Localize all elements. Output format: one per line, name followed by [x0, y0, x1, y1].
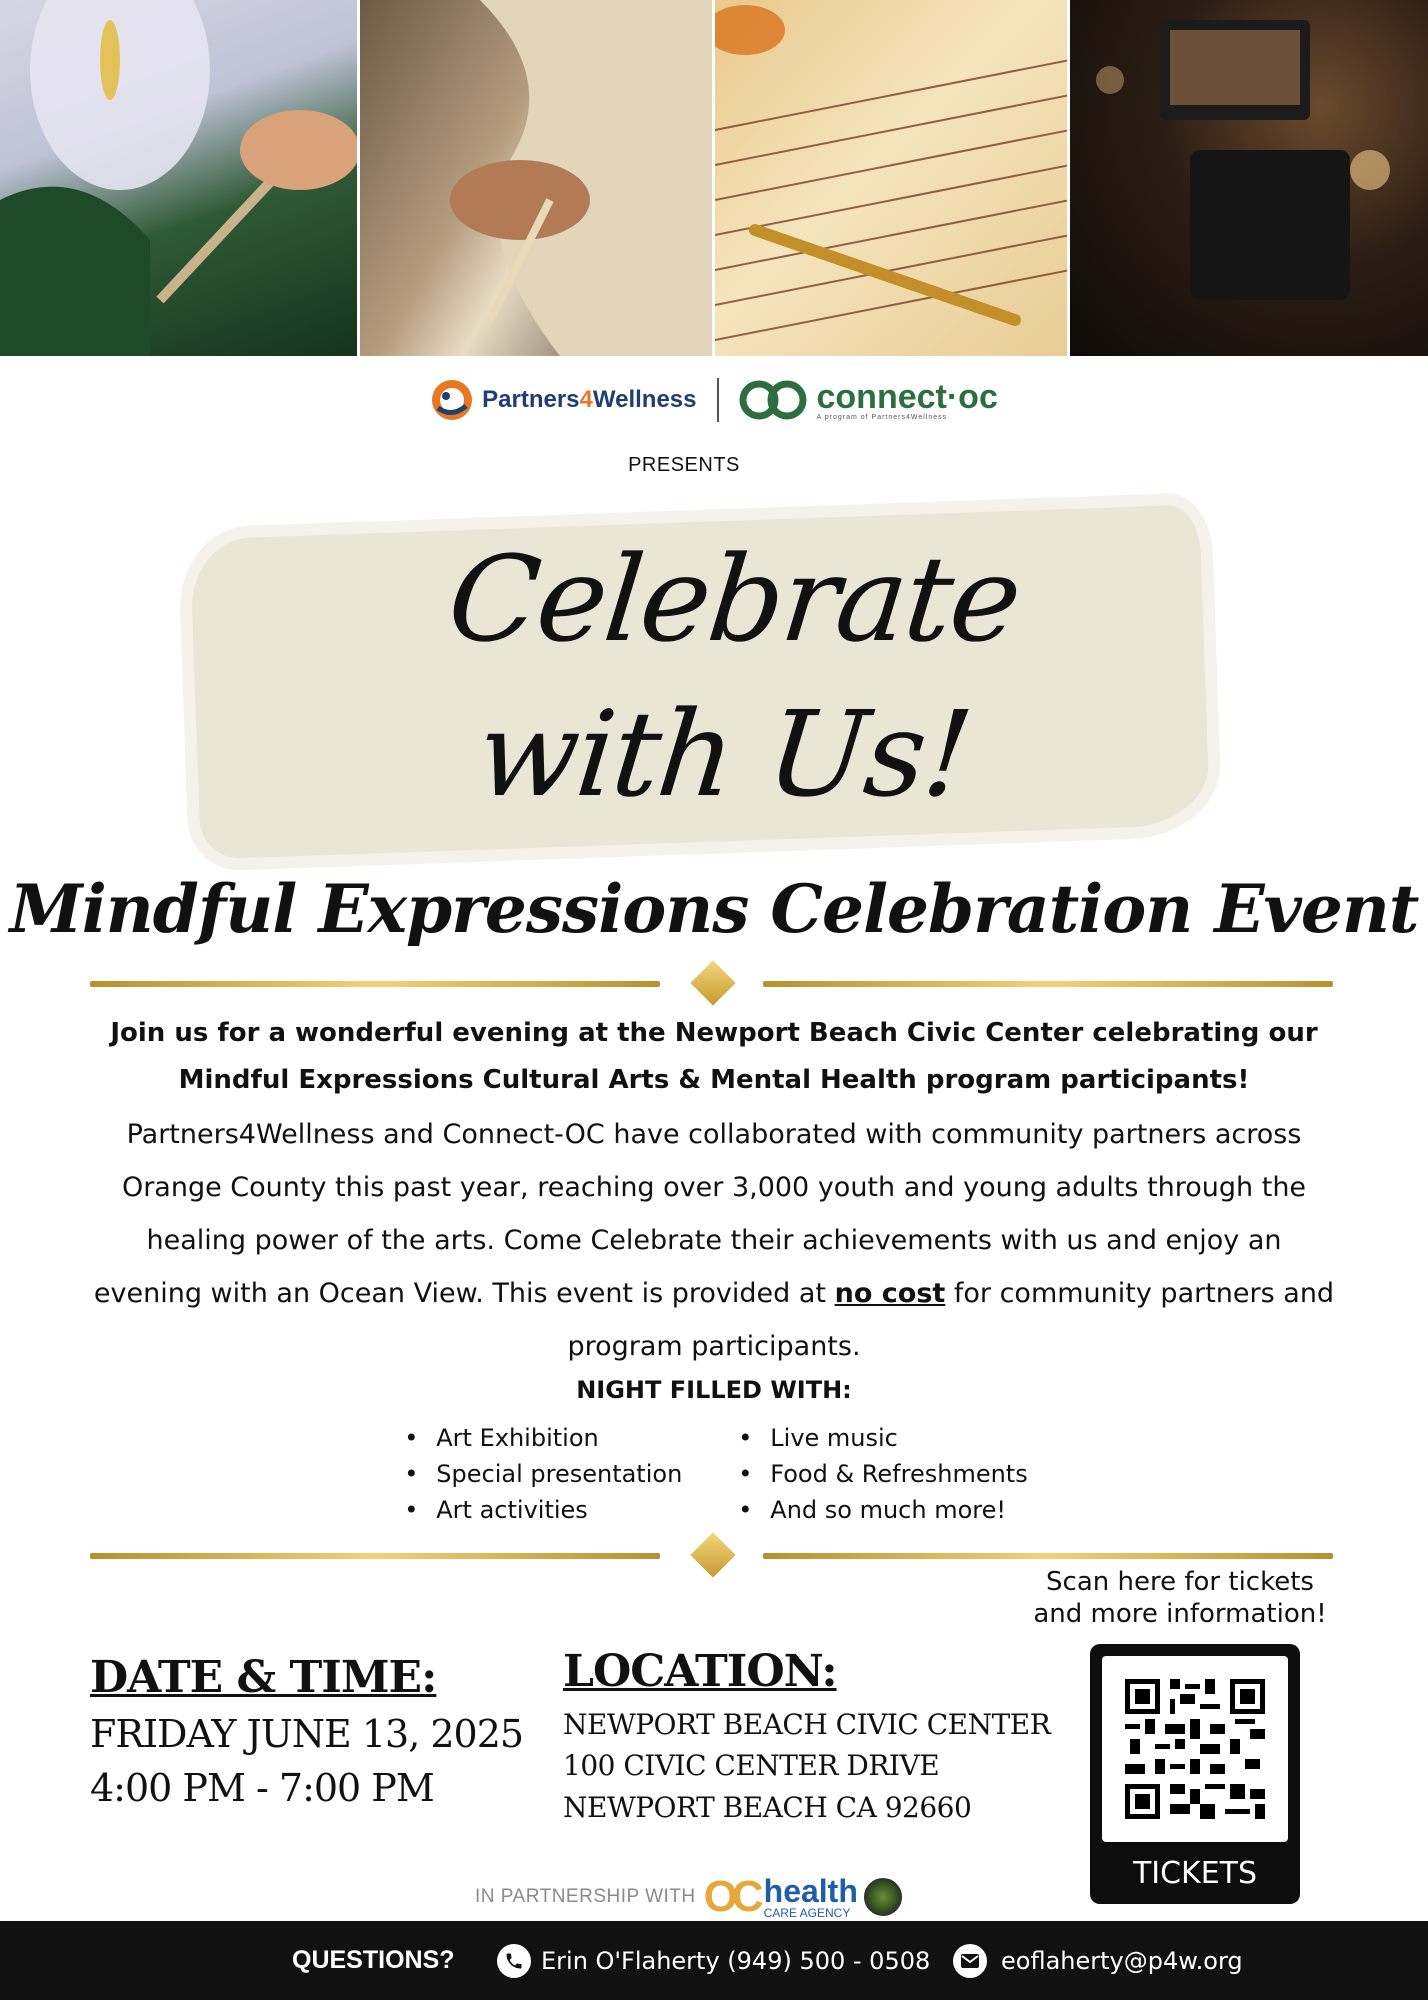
connect-oc-tagline: A program of Partners4Wellness — [816, 413, 948, 421]
activities-list — [0, 1420, 1428, 1528]
qr-code-icon — [1125, 1679, 1265, 1819]
qr-code[interactable] — [1102, 1656, 1288, 1842]
list-item: • Food & Refreshments — [734, 1456, 1027, 1492]
partnership-logos — [475, 1872, 902, 1922]
oc-health-logo-agency: CARE AGENCY — [763, 1906, 851, 1920]
diamond-ornament — [690, 960, 735, 1005]
diamond-ornament — [690, 1532, 735, 1577]
night-filled-label: NIGHT FILLED WITH: — [576, 1376, 852, 1404]
partners4wellness-logo — [430, 378, 696, 422]
headline-line2: with Us! — [471, 685, 977, 823]
p4w-logo-text-b: 4 — [579, 386, 593, 413]
tickets-label[interactable]: TICKETS — [1132, 1856, 1258, 1891]
list-item: • Special presentation — [400, 1456, 682, 1492]
intro-bold-text: Join us for a wonderful evening at the Newport Beach Civic Center celebrating our Mindful Expressions Cultural Arts & Mental Health program participants! — [110, 1018, 1318, 1095]
scan-line2: and more information! — [1033, 1599, 1327, 1629]
event-title: Mindful Expressions Celebration Event — [9, 870, 1419, 948]
activities-left-column — [400, 1420, 682, 1528]
connect-oc-logo-text: connect·oc — [816, 377, 998, 416]
oc-health-logo-oc: OC — [703, 1872, 758, 1921]
event-date: FRIDAY JUNE 13, 2025 — [90, 1712, 524, 1756]
intro-text-part1: Partners4Wellness and Connect-OC have collaborated with community partners across Orange County this past year, reaching over 3,000 youth and young adults through the healing power of the arts. Come Celebrate their achievements with us and enjoy an evening with an Ocean View. This event is provided at — [93, 1119, 1307, 1309]
questions-label: QUESTIONS? — [292, 1946, 455, 1974]
photo-poetry — [712, 0, 1067, 356]
headline-line1: Celebrate — [442, 530, 1026, 668]
location-line2: 100 CIVIC CENTER DRIVE — [563, 1749, 940, 1782]
photo-painting — [0, 0, 357, 356]
phone-text[interactable]: Erin O'Flaherty (949) 500 - 0508 — [541, 1946, 931, 1975]
footer-contact-bar — [0, 1921, 1428, 2000]
date-time-heading: DATE & TIME: — [90, 1652, 437, 1703]
scan-instructions — [1010, 1566, 1350, 1630]
list-item: • And so much more! — [734, 1492, 1027, 1528]
event-time: 4:00 PM - 7:00 PM — [90, 1766, 434, 1810]
county-seal-icon — [864, 1878, 902, 1916]
no-cost-emphasis: no cost — [834, 1278, 946, 1309]
oc-health-care-agency-logo — [704, 1872, 902, 1922]
email-text[interactable]: eoflaherty@p4w.org — [1001, 1946, 1243, 1975]
list-item: • Live music — [734, 1420, 1027, 1456]
p4w-logo-text-a: Partners — [482, 386, 580, 413]
partners4wellness-icon — [430, 378, 474, 422]
connect-oc-icon — [739, 378, 809, 422]
intro-text — [90, 1108, 1338, 1373]
logo-bar — [0, 378, 1428, 422]
partnership-label: IN PARTNERSHIP WITH — [475, 1886, 696, 1907]
photo-banner — [0, 0, 1428, 356]
email-contact[interactable] — [953, 1944, 1243, 1978]
location-line3: NEWPORT BEACH CA 92660 — [563, 1791, 972, 1824]
activities-right-column — [734, 1420, 1027, 1528]
presents-label: PRESENTS — [628, 454, 740, 476]
logo-divider — [717, 378, 719, 422]
list-item: • Art activities — [400, 1492, 682, 1528]
tickets-qr-card[interactable] — [1090, 1644, 1300, 1904]
phone-contact[interactable] — [497, 1944, 930, 1978]
mail-icon — [953, 1944, 987, 1978]
photo-sculpting — [357, 0, 712, 356]
scan-line1: Scan here for tickets — [1046, 1567, 1314, 1597]
intro-text-part2: for community partners and program participants. — [567, 1278, 1335, 1362]
gold-divider-top — [90, 963, 1333, 1003]
p4w-logo-text-c: Wellness — [592, 386, 697, 413]
photo-camera — [1067, 0, 1428, 356]
location-line1: NEWPORT BEACH CIVIC CENTER — [563, 1708, 1051, 1741]
oc-health-logo-health: health — [763, 1873, 858, 1909]
phone-icon — [497, 1944, 531, 1978]
list-item: • Art Exhibition — [400, 1420, 682, 1456]
connect-oc-logo — [739, 378, 998, 422]
location-heading: LOCATION: — [563, 1646, 837, 1697]
